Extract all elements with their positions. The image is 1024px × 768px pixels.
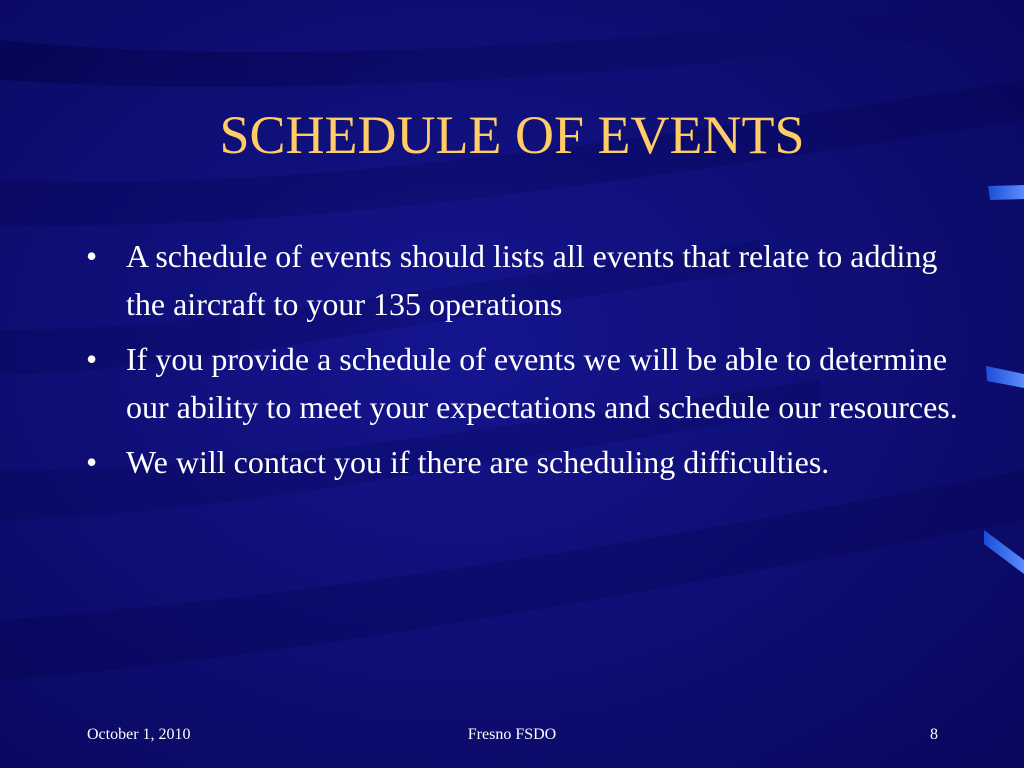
bullet-icon: • xyxy=(86,341,98,377)
list-item xyxy=(80,438,960,486)
slide-title: SCHEDULE OF EVENTS xyxy=(219,105,805,165)
list-item xyxy=(80,232,960,328)
list-item xyxy=(80,335,960,431)
bullet-list xyxy=(80,232,960,493)
bullet-text: A schedule of events should lists all events that relate to adding the aircraft to your 135 operations xyxy=(126,238,938,322)
page-number: 8 xyxy=(930,726,938,743)
bullet-icon: • xyxy=(86,444,98,480)
footer-date: October 1, 2010 xyxy=(87,726,191,743)
footer-organization: Fresno FSDO xyxy=(467,726,557,743)
bullet-icon: • xyxy=(86,238,98,274)
bullet-text: We will contact you if there are scheduling difficulties. xyxy=(126,444,830,480)
bullet-text: If you provide a schedule of events we will be able to determine our ability to meet your expectations and schedule our resources. xyxy=(126,341,958,425)
